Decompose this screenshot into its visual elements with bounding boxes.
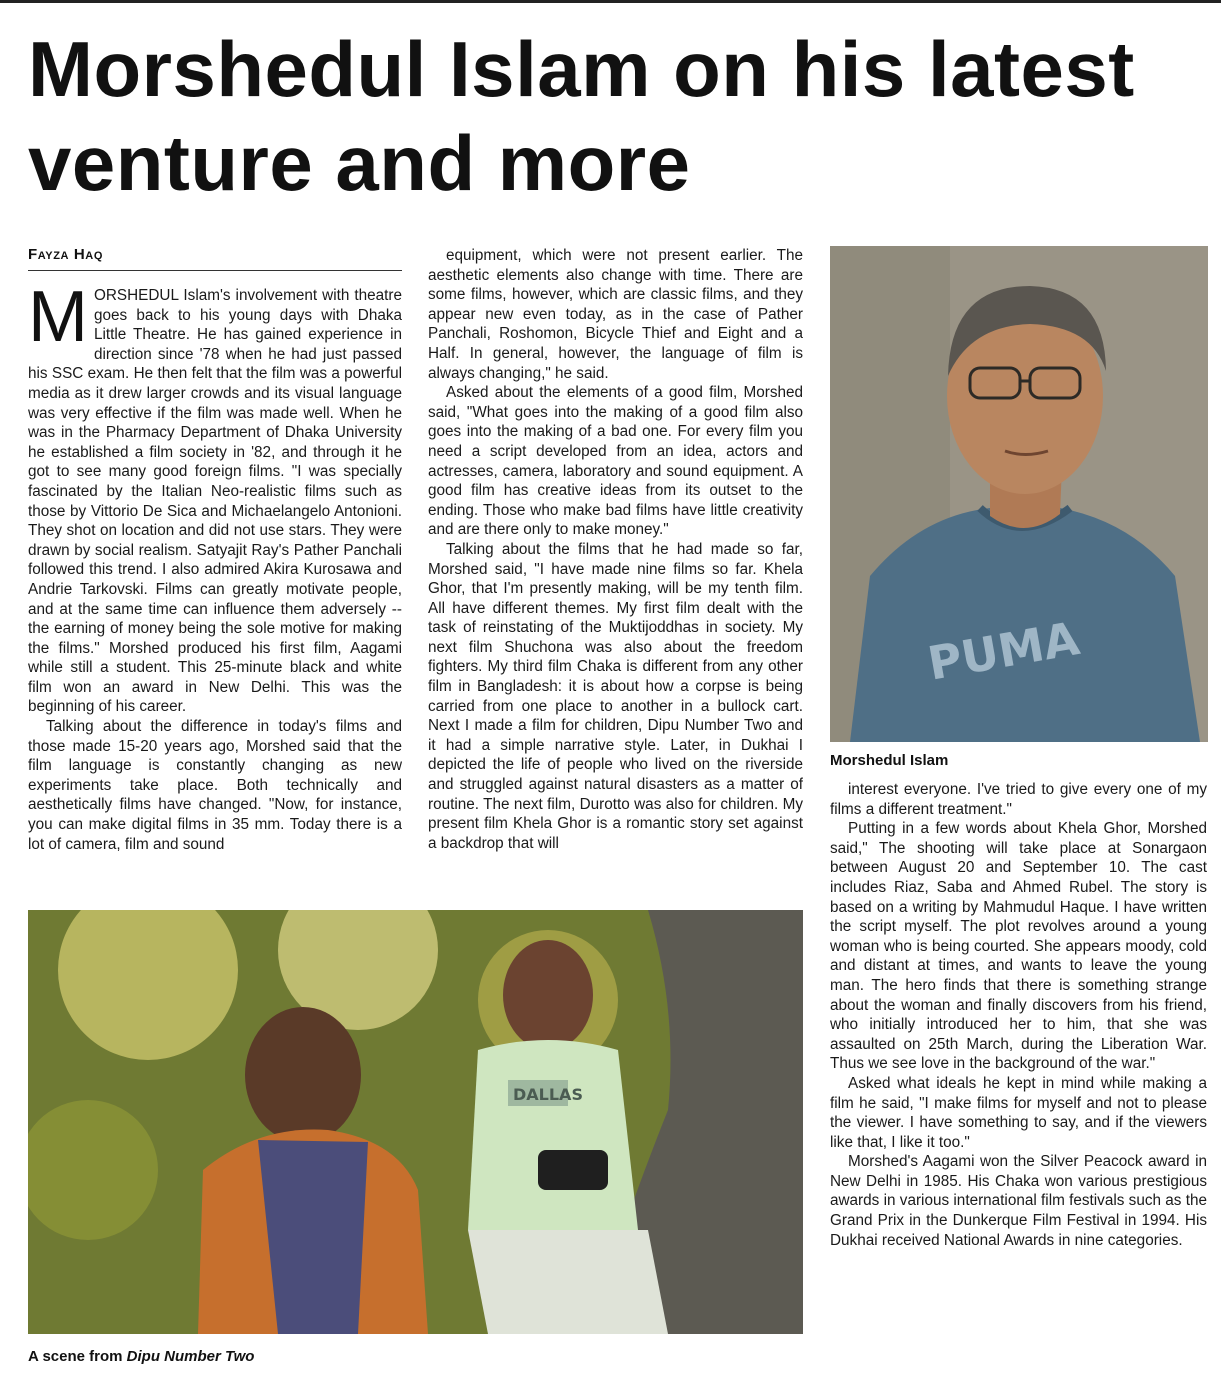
article-paragraph: Asked what ideals he kept in mind while making a film he said, "I make films for myself and not to please the viewer. I have something to say, and if the viewers like that, I like it too." xyxy=(830,1074,1207,1151)
scene-caption xyxy=(28,1348,254,1365)
paragraph-text: ORSHEDUL Islam's involvement with theatre goes back to his young days with Dhaka Little Theatre. He has gained experience in direction since '78 when he had just passed his SSC exam. He then felt that the film was a powerful media as it drew larger crowds and its visual language was very effective if the film was made well. When he was in the Pharmacy Department of Dhaka University he established a film society in '82, and through it he got to see many good foreign films. "I was specially fascinated by the Italian Neo-realistic films such as those by Vittorio De Sica and Michaelangelo Antonioni. They shot on location and did not use stars. They were drawn by social realism. Satyajit Ray's Pather Panchali followed this trend. I also admired Akira Kurosawa and Andrie Tarkovski. Films can greatly motivate people, and at the same time can influence them adversely -- the earning of money being the sole motive for making the films." Morshed produced his first film, Aagami while still a student. This 25-minute black and white film won an award in New Delhi. This was the beginning of his career. xyxy=(28,287,402,716)
headline-line-2: venture and more xyxy=(28,119,691,207)
article-paragraph: Talking about the films that he had made so far, Morshed said, "I have made nine films so far. Khela Ghor, that I'm presently making, will be my tenth film. All have different themes. My first film dealt with the task of reinstating of the Muktijoddhas in society. My next film Shuchona was also about the freedom fighters. My third film Chaka is different from any other film in Bangladesh: it is about how a corpse is being carried from one place to another in a bullock cart. Next I made a film for children, Dipu Number Two and it had a simple narrative style. Later, in Dukhai I depicted the life of people who lived on the riverside and struggled against natural disasters as a matter of routine. The next film, Durotto was also for children. My present film Khela Ghor is a romantic story set against a backdrop that will xyxy=(428,540,803,852)
top-rule xyxy=(0,0,1221,3)
shirt-logo-text: PUMA xyxy=(923,611,1084,691)
article-paragraph: interest everyone. I've tried to give every one of my films a different treatment." xyxy=(830,781,1207,818)
article-paragraph: Morshed's Aagami won the Silver Peacock award in New Delhi in 1985. His Chaka won various prestigious awards in various international film festivals such as the Grand Prix in the Dunkerque Film Festival in 1994. His Dukhai received National Awards in nine categories. xyxy=(830,1153,1207,1249)
article-paragraph: Asked about the elements of a good film, Morshed said, "What goes into the making of a good film also goes into the making of a bad one. For every film you need a script developed from an idea, actors and actresses, camera, laboratory and sound equipment. A good film has creative ideas from its outset to the ending. Those who make bad films have little creativity and are there only to make money." xyxy=(428,384,803,539)
scene-caption-prefix: A scene from xyxy=(28,1348,127,1365)
article-column-1 xyxy=(28,286,402,898)
portrait-photo xyxy=(830,246,1208,742)
scene-caption-title: Dipu Number Two xyxy=(126,1348,255,1365)
article-paragraph: Talking about the difference in today's films and those made 15-20 years ago, Morshed said that the film language is constantly changing as new experiments take place. Both technically and aesthetically films have changed. "Now, for instance, you can make digital films in 35 mm. Today there is a lot of camera, film and sound xyxy=(28,718,402,853)
page-title xyxy=(28,22,1208,210)
shirt-print-text: DALLAS xyxy=(513,1085,583,1104)
article-paragraph xyxy=(28,286,402,717)
scene-photo xyxy=(28,910,803,1334)
author-name: Fayza Haq xyxy=(28,246,103,263)
drop-cap: M xyxy=(28,286,88,357)
article-paragraph: equipment, which were not present earlier. The aesthetic elements also change with time. There are some films, however, which are classic films, and they appear new even today, as in the case of Pather Panchali, Roshomon, Bicycle Thief and Eight and a Half. In general, however, the language of film is always changing," he said. xyxy=(428,247,803,382)
article-column-2 xyxy=(428,246,803,898)
article-column-3 xyxy=(830,780,1207,1320)
portrait-caption: Morshedul Islam xyxy=(830,752,949,769)
article-paragraph: Putting in a few words about Khela Ghor, Morshed said," The shooting will take place at Sonargaon between August 20 and September 10. The cast includes Riaz, Saba and Ahmed Rubel. The story is based on a writing by Mahmudul Haque. I have written the script myself. The plot revolves around a young woman who is being courted. She appears moody, cold and distant at times, and wants to leave the young man. The hero finds that there is something strange about the woman and finally discovers from his friend, who initially introduced her to him, that she was assaulted on 25th March, during the Liberation War. Thus we see love in the background of the war." xyxy=(830,820,1207,1073)
scene-illustration xyxy=(28,910,803,1334)
byline xyxy=(28,246,402,271)
portrait-illustration xyxy=(830,246,1208,742)
headline-line-1: Morshedul Islam on his latest xyxy=(28,25,1135,113)
